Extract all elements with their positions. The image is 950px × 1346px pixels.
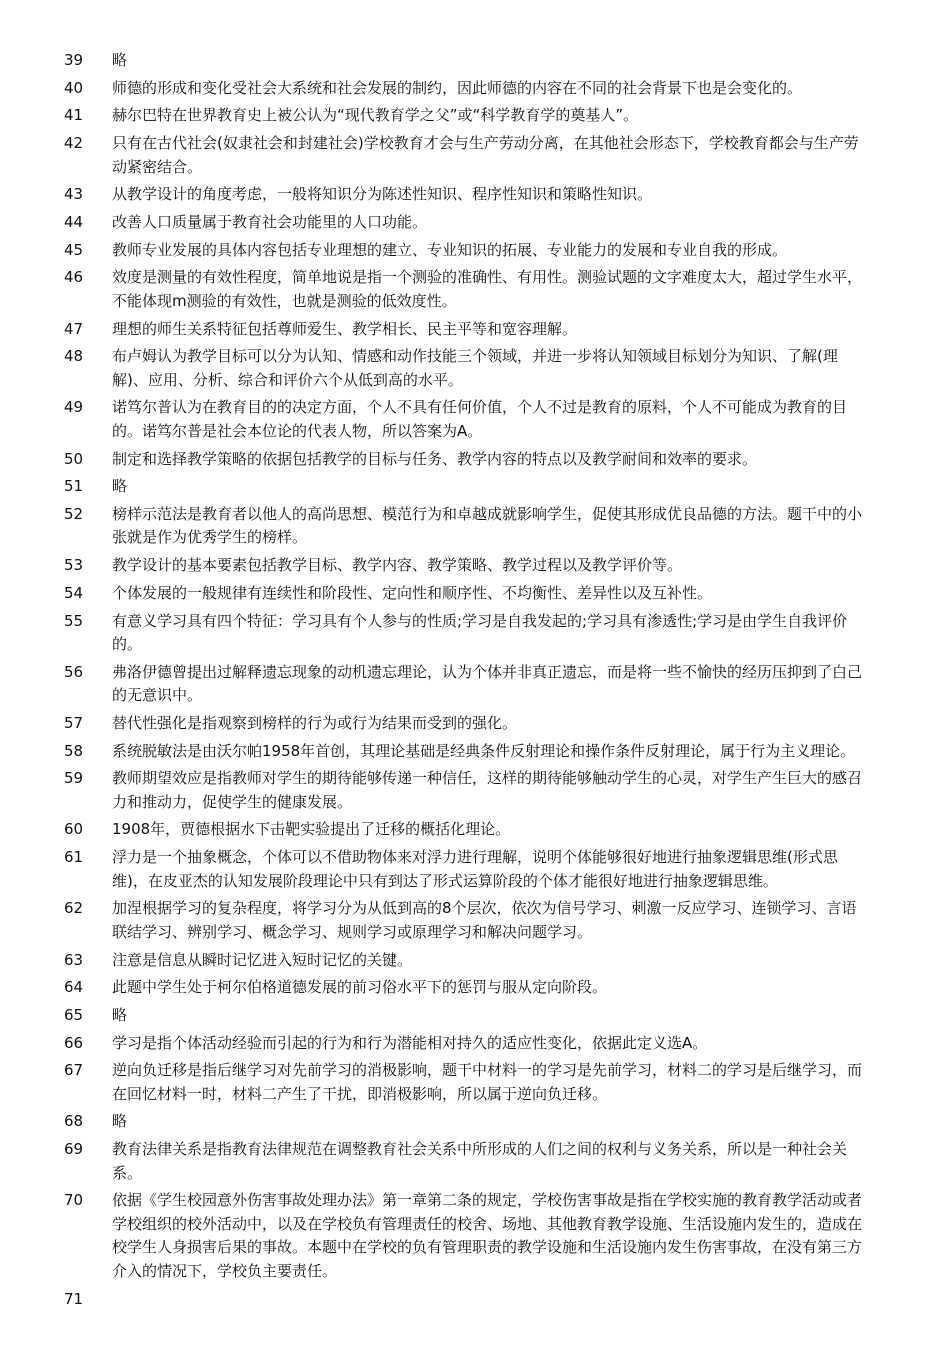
answer-explanation: 有意义学习具有四个特征：学习具有个人参与的性质;学习是自我发起的;学习具有渗透性;学习是由学生自我评价的。: [112, 611, 848, 653]
answer-explanation: 诺笃尔普认为在教育目的的决定方面，个人不具有任何价值，个人不过是教育的原料，个人不可能成为教育的目的。诺笃尔普是社会本位论的代表人物，所以答案为A。: [112, 398, 848, 440]
answer-row: [0, 211, 950, 235]
answer-row: [0, 49, 950, 73]
answer-row: [0, 1110, 950, 1134]
answer-row: [0, 318, 950, 342]
answer-explanation: 教学设计的基本要素包括教学目标、教学内容、教学策略、教学过程以及教学评价等。: [112, 556, 683, 575]
question-number: 59: [64, 769, 84, 788]
question-number: 52: [64, 504, 84, 523]
question-number: 62: [64, 899, 84, 918]
answer-row: [0, 183, 950, 207]
question-number: 53: [64, 556, 84, 575]
question-number: 50: [64, 449, 84, 468]
answer-row: [0, 448, 950, 472]
answer-explanation: 理想的师生关系特征包括尊师爱生、教学相长、民主平等和宽容理解。: [112, 319, 578, 338]
answer-row: [0, 266, 950, 313]
answer-explanation: 依据《学生校园意外伤害事故处理办法》第一章第二条的规定，学校伤害事故是指在学校实施的教育教学活动或者学校组织的校外活动中，以及在学校负有管理责任的校舍、场地、其他教育教学设施、生活设施内发生的，造成在校学生人身损害后果的事故。本题中在学校的负有管理职责的教学设施和生活设施内发生伤害事故，在没有第三方介入的情况下，学校负主要责任。: [112, 1191, 863, 1280]
answer-row: [0, 239, 950, 263]
question-number: 44: [64, 212, 84, 231]
answer-explanation: 注意是信息从瞬时记忆进入短时记忆的关键。: [112, 950, 413, 969]
answer-row: [0, 976, 950, 1000]
answer-row: [0, 740, 950, 764]
answer-row: [0, 345, 950, 392]
answer-explanation: 略: [112, 1005, 128, 1024]
answer-row: [0, 1288, 950, 1312]
answer-explanation: 学习是指个体活动经验而引起的行为和行为潜能相对持久的适应性变化，依据此定义选A。: [112, 1033, 708, 1052]
question-number: 63: [64, 950, 84, 969]
question-number: 40: [64, 78, 84, 97]
answer-row: [0, 818, 950, 842]
question-number: 60: [64, 820, 84, 839]
answer-explanation: 逆向负迁移是指后继学习对先前学习的消极影响，题干中材料一的学习是先前学习，材料二的学习是后继学习，而在回忆材料一时，材料二产生了干扰，即消极影响，所以属于逆向负迁移。: [112, 1061, 863, 1103]
answer-row: [0, 610, 950, 657]
answer-row: [0, 1032, 950, 1056]
answer-row: [0, 846, 950, 893]
question-number: 56: [64, 662, 84, 681]
answer-explanation: 制定和选择教学策略的依据包括教学的目标与任务、教学内容的特点以及教学耐间和效率的要求。: [112, 449, 758, 468]
answer-explanation: 加涅根据学习的复杂程度，将学习分为从低到高的8个层次，依次为信号学习、刺激一反应学习、连锁学习、言语联结学习、辨别学习、概念学习、规则学习或原理学习和解决问题学习。: [112, 899, 857, 941]
answer-explanation: 略: [112, 51, 128, 69]
answer-row: [0, 77, 950, 101]
answer-row: [0, 949, 950, 973]
question-number: 41: [64, 106, 84, 125]
answer-explanation: 系统脱敏法是由沃尔帕1958年首创，其理论基础是经典条件反射理论和操作条件反射理论，属于行为主义理论。: [112, 741, 856, 760]
question-number: 47: [64, 319, 84, 338]
answer-list: [0, 49, 950, 1311]
question-number: 55: [64, 611, 84, 630]
question-number: 43: [64, 185, 84, 204]
question-number: 57: [64, 713, 84, 732]
answer-explanation: 师德的形成和变化受社会大系统和社会发展的制约，因此师德的内容在不同的社会背景下也是会变化的。: [112, 78, 803, 97]
question-number: 39: [64, 51, 84, 69]
answer-explanation: 赫尔巴特在世界教育史上被公认为“现代教育学之父”或“科学教育学的奠基人”。: [112, 106, 639, 125]
answer-row: [0, 1004, 950, 1028]
answer-row: [0, 475, 950, 499]
question-number: 68: [64, 1112, 84, 1131]
answer-explanation: 弗洛伊德曾提出过解释遗忘现象的动机遗忘理论，认为个体并非真正遗忘，而是将一些不愉快的经历压抑到了白己的无意识中。: [112, 662, 863, 705]
question-number: 49: [64, 398, 84, 417]
question-number: 48: [64, 347, 84, 366]
answer-row: [0, 1189, 950, 1283]
answer-explanation: 浮力是一个抽象概念，个体可以不借助物体来对浮力进行理解，说明个体能够很好地进行抽象逻辑思维(形式思维)，在皮亚杰的认知发展阶段理论中只有到达了形式运算阶段的个体才能很好地进行抽象逻辑思维。: [112, 848, 838, 890]
question-number: 70: [64, 1191, 84, 1210]
answer-row: [0, 554, 950, 578]
answer-row: [0, 582, 950, 606]
question-number: 71: [64, 1289, 84, 1308]
question-number: 51: [64, 477, 84, 496]
answer-explanation: 布卢姆认为教学目标可以分为认知、情感和动作技能三个领域，并进一步将认知领域目标划分为知识、了解(理解)、应用、分析、综合和评价六个从低到高的水平。: [112, 347, 838, 389]
question-number: 66: [64, 1033, 84, 1052]
question-number: 61: [64, 848, 84, 867]
answer-row: [0, 396, 950, 443]
answer-explanation: 榜样示范法是教育者以他人的高尚思想、模范行为和卓越成就影响学生，促使其形成优良品德的方法。题干中的小张就是作为优秀学生的榜样。: [112, 504, 863, 547]
answer-explanation: 1908年，贾德根据水下击靶实验提出了迁移的概括化理论。: [112, 820, 511, 839]
answer-explanation: 略: [112, 1112, 128, 1131]
answer-row: [0, 503, 950, 550]
answer-row: [0, 712, 950, 736]
answer-explanation: 教育法律关系是指教育法律规范在调整教育社会关系中所形成的人们之间的权利与义务关系，所以是一种社会关系。: [112, 1140, 848, 1182]
answer-row: [0, 132, 950, 179]
answer-row: [0, 661, 950, 708]
answer-explanation: 效度是测量的有效性程度，简单地说是指一个测验的准确性、有用性。测验试题的文字难度太大，超过学生水平，不能体现m测验的有效性，也就是测验的低效度性。: [112, 268, 863, 310]
answer-explanation: 从教学设计的角度考虑，一般将知识分为陈述性知识、程序性知识和策略性知识。: [112, 185, 653, 204]
question-number: 45: [64, 240, 84, 259]
answer-explanation: 教师专业发展的具体内容包括专业理想的建立、专业知识的拓展、专业能力的发展和专业自我的形成。: [112, 240, 788, 259]
question-number: 67: [64, 1061, 84, 1080]
answer-row: [0, 1059, 950, 1106]
answer-explanation: 个体发展的一般规律有连续性和阶段性、定向性和顺序性、不均衡性、差异性以及互补性。: [112, 583, 713, 602]
answer-row: [0, 897, 950, 944]
answer-row: [0, 104, 950, 128]
question-number: 42: [64, 134, 84, 153]
question-number: 54: [64, 583, 84, 602]
question-number: 65: [64, 1005, 84, 1024]
question-number: 69: [64, 1140, 84, 1159]
answer-explanation: 改善人口质量属于教育社会功能里的人口功能。: [112, 212, 428, 231]
answer-row: [0, 767, 950, 814]
answer-explanation: 略: [112, 477, 128, 496]
answer-explanation: 教师期望效应是指教师对学生的期待能够传递一种信任，这样的期待能够触动学生的心灵，对学生产生巨大的感召力和推动力，促使学生的健康发展。: [112, 769, 863, 811]
answer-explanation: 只有在古代社会(奴隶社会和封建社会)学校教育才会与生产劳动分离，在其他社会形态下，学校教育都会与生产劳动紧密结合。: [112, 134, 859, 176]
answer-row: [0, 1138, 950, 1185]
answer-explanation: 此题中学生处于柯尔伯格道德发展的前习俗水平下的惩罚与服从定向阶段。: [112, 978, 608, 997]
question-number: 46: [64, 268, 84, 287]
question-number: 64: [64, 978, 84, 997]
answer-explanation: 替代性强化是指观察到榜样的行为或行为结果而受到的强化。: [112, 713, 518, 732]
question-number: 58: [64, 741, 84, 760]
